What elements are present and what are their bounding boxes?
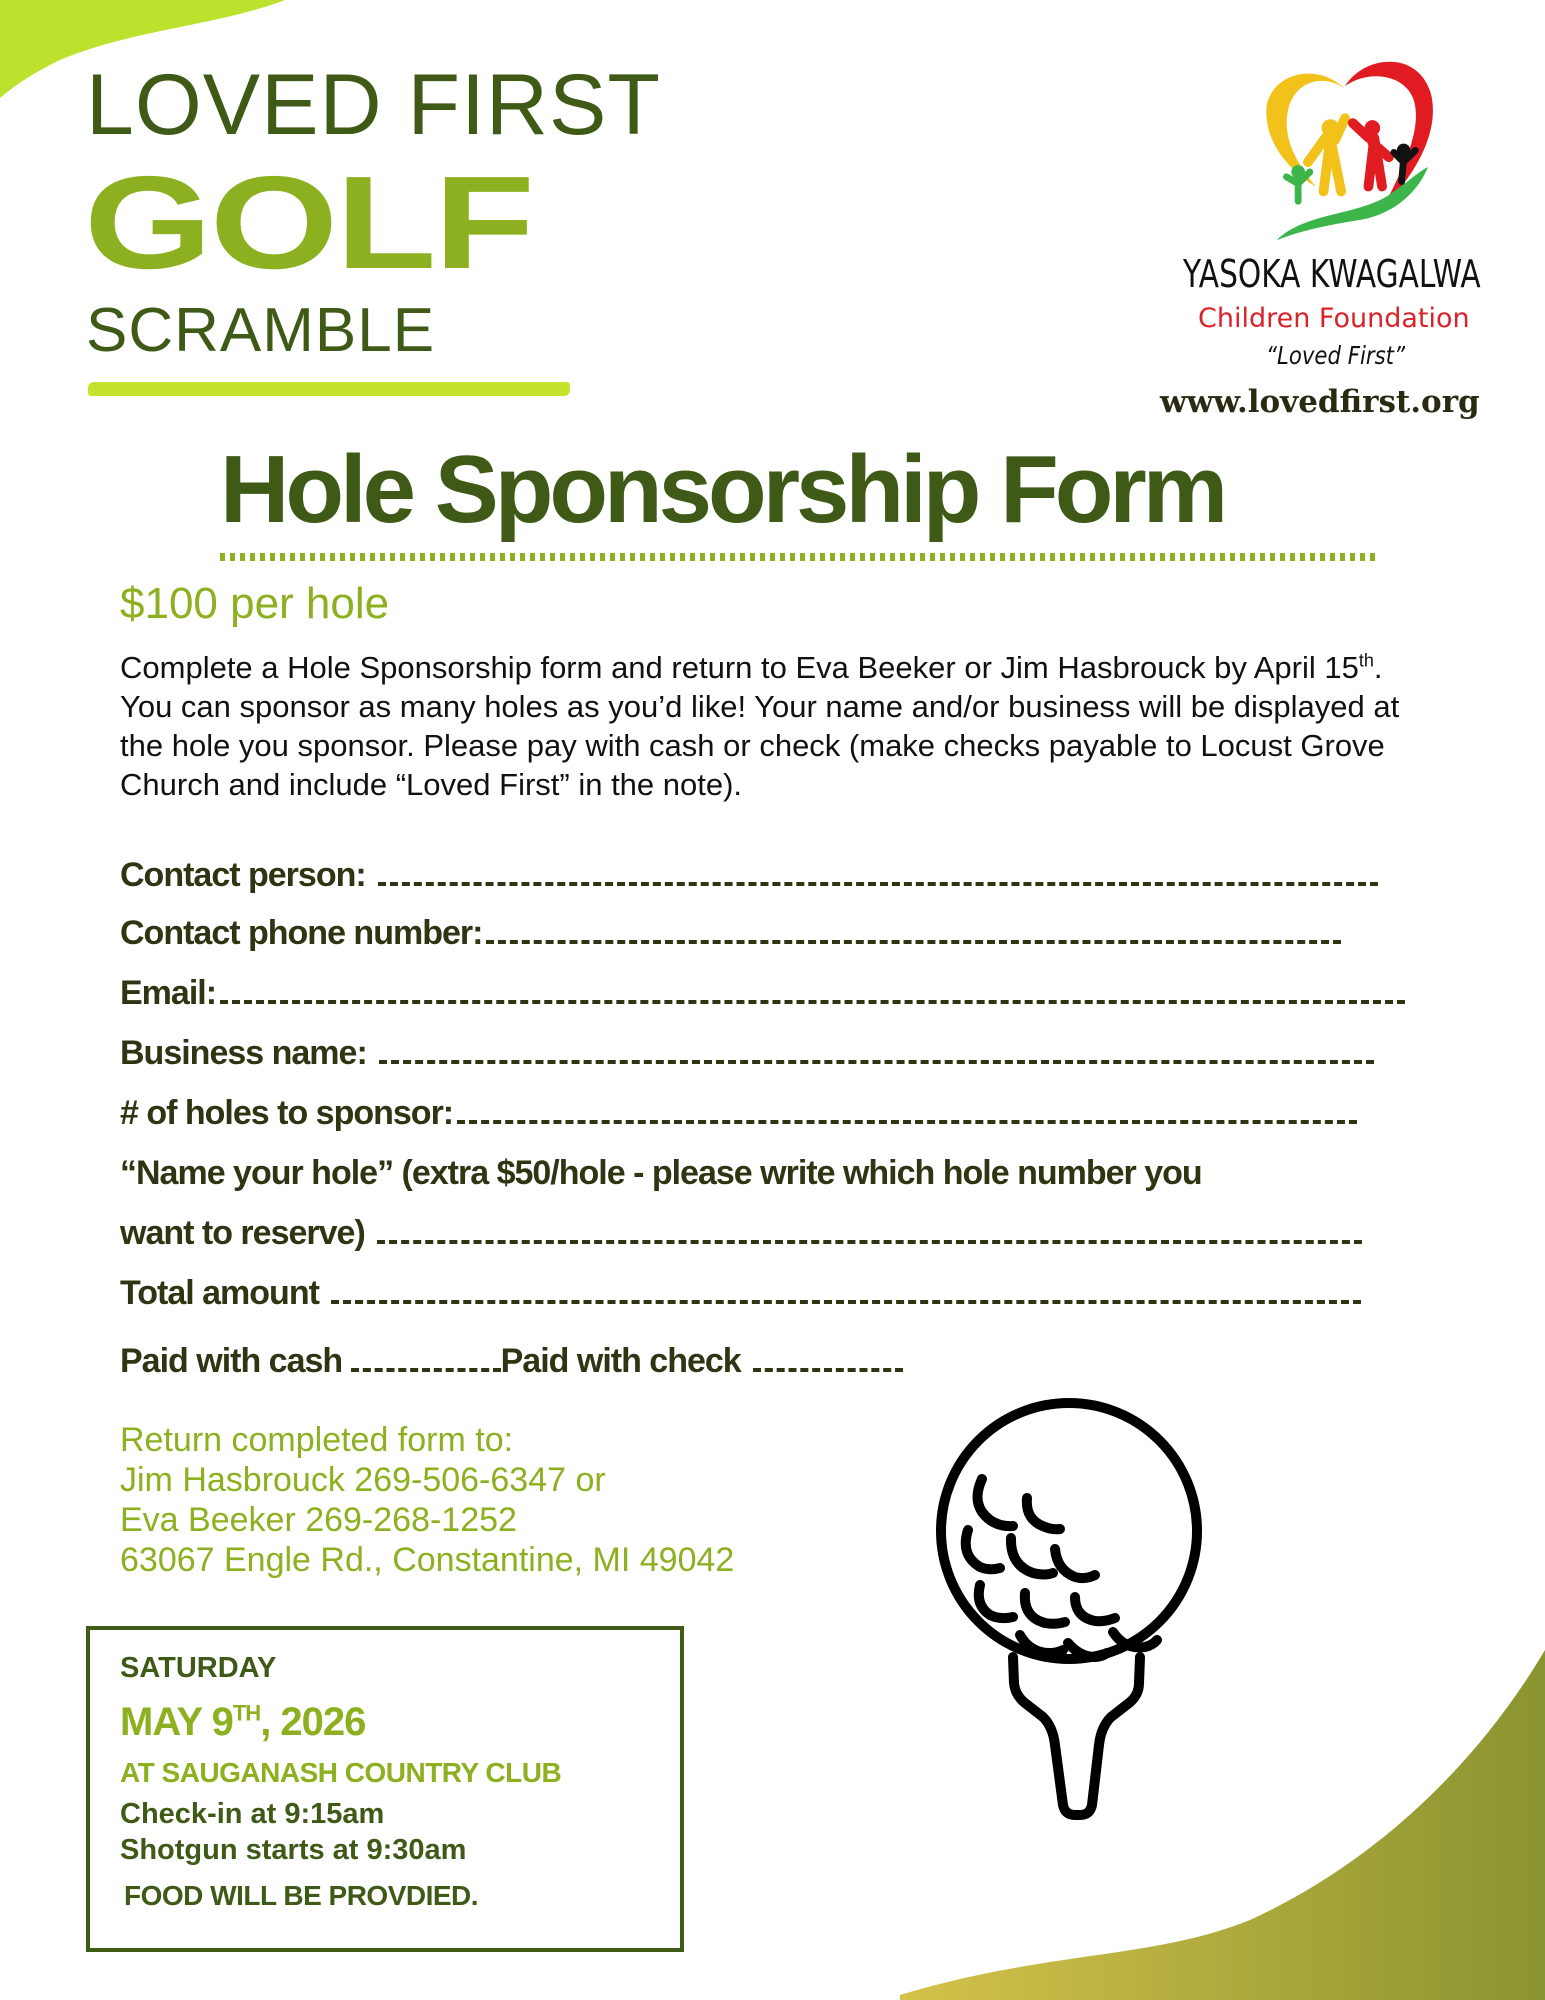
field-reserve-hole[interactable] bbox=[120, 1210, 1362, 1256]
event-day: SATURDAY bbox=[120, 1652, 277, 1684]
field-label: Total amount bbox=[120, 1274, 328, 1312]
field-total-amount[interactable] bbox=[120, 1270, 1361, 1316]
price-per-hole: $100 per hole bbox=[120, 579, 390, 628]
foundation-logo-icon bbox=[1245, 45, 1445, 250]
brush-underline bbox=[88, 382, 570, 396]
field-holes-to-sponsor[interactable] bbox=[120, 1090, 1357, 1136]
logo-org-name: YASOKA KWAGALWA bbox=[1183, 252, 1481, 296]
paid-check-label: Paid with check bbox=[500, 1342, 750, 1380]
intro-paragraph bbox=[120, 648, 1420, 804]
field-contact-person[interactable] bbox=[120, 852, 1378, 898]
reserve-hole-input[interactable] bbox=[377, 1240, 1362, 1244]
form-title: Hole Sponsorship Form bbox=[220, 436, 1225, 543]
email-input[interactable] bbox=[220, 1000, 1405, 1004]
title-scramble: SCRAMBLE bbox=[86, 296, 436, 365]
field-name-your-hole bbox=[120, 1150, 1202, 1196]
event-date-year: , 2026 bbox=[260, 1700, 366, 1744]
field-label: # of holes to sponsor: bbox=[120, 1094, 454, 1132]
holes-to-sponsor-input[interactable] bbox=[457, 1120, 1357, 1124]
field-label: Email: bbox=[120, 974, 217, 1012]
event-venue: AT SAUGANASH COUNTRY CLUB bbox=[120, 1757, 562, 1788]
dotted-divider bbox=[220, 553, 1375, 561]
return-info bbox=[120, 1420, 734, 1580]
event-times bbox=[120, 1796, 466, 1868]
title-golf: GOLF bbox=[84, 149, 533, 296]
return-heading: Return completed form to: bbox=[120, 1421, 514, 1459]
website-link[interactable]: www.lovedfirst.org bbox=[1160, 384, 1480, 420]
logo-tagline: “Loved First” bbox=[1266, 341, 1406, 370]
intro-text-1: Complete a Hole Sponsorship form and return to Eva Beeker or Jim Hasbrouck by April 15 bbox=[120, 650, 1359, 685]
field-email[interactable] bbox=[120, 970, 1405, 1016]
logo-subtitle: Children Foundation bbox=[1198, 303, 1470, 334]
paid-cash-label: Paid with cash bbox=[120, 1342, 351, 1380]
intro-text-2: . You can sponsor as many holes as you’d like! Your name and/or business will be displayed at the hole you sponsor. Please pay with cash or check (make checks payable to Locust Grove Church and include “Loved First” in the note). bbox=[120, 650, 1400, 802]
paid-cash-input[interactable] bbox=[351, 1368, 501, 1372]
total-amount-input[interactable] bbox=[331, 1300, 1361, 1304]
event-food: FOOD WILL BE PROVDIED. bbox=[124, 1880, 479, 1911]
intro-sup: th bbox=[1358, 650, 1374, 671]
return-contact-eva: Eva Beeker 269-268-1252 bbox=[120, 1501, 517, 1539]
return-address: 63067 Engle Rd., Constantine, MI 49042 bbox=[120, 1541, 735, 1579]
business-name-input[interactable] bbox=[379, 1060, 1374, 1064]
paid-check-input[interactable] bbox=[753, 1368, 903, 1372]
field-label: “Name your hole” (extra $50/hole - please write which hole number you bbox=[120, 1154, 1202, 1192]
field-label: want to reserve) bbox=[120, 1214, 374, 1252]
event-shotgun: Shotgun starts at 9:30am bbox=[120, 1834, 467, 1866]
field-label: Contact person: bbox=[120, 856, 375, 894]
contact-phone-input[interactable] bbox=[486, 940, 1341, 944]
event-date-sup: TH bbox=[232, 1700, 261, 1726]
title-loved-first: LOVED FIRST bbox=[86, 57, 661, 153]
event-checkin: Check-in at 9:15am bbox=[120, 1798, 385, 1830]
field-payment-method[interactable] bbox=[120, 1338, 903, 1384]
event-date bbox=[120, 1696, 365, 1748]
event-date-month: MAY 9 bbox=[120, 1700, 233, 1744]
golf-ball-tee-icon bbox=[935, 1395, 1215, 1855]
field-business-name[interactable] bbox=[120, 1030, 1374, 1076]
field-label: Business name: bbox=[120, 1034, 376, 1072]
return-contact-jim: Jim Hasbrouck 269-506-6347 or bbox=[120, 1461, 606, 1499]
field-label: Contact phone number: bbox=[120, 914, 483, 952]
contact-person-input[interactable] bbox=[378, 882, 1378, 886]
field-contact-phone[interactable] bbox=[120, 910, 1341, 956]
